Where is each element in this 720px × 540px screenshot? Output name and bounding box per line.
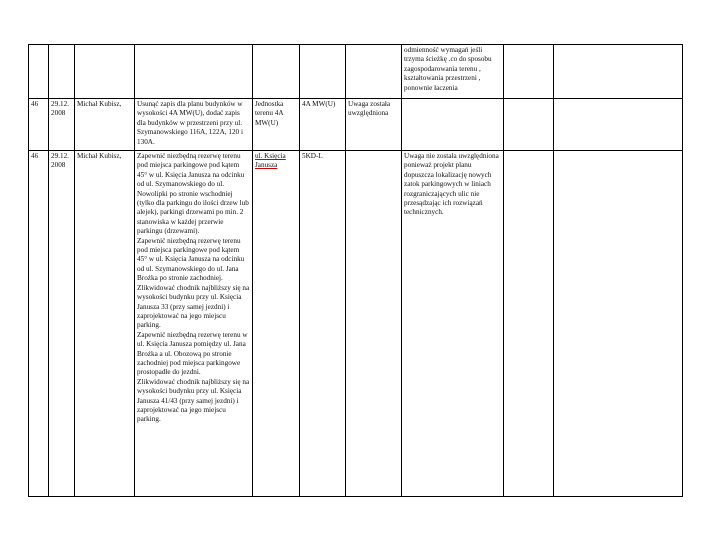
comments-table bbox=[28, 44, 683, 497]
cell-res bbox=[504, 45, 554, 99]
cell-note bbox=[402, 99, 504, 151]
cell-text bbox=[135, 45, 253, 99]
cell-ext bbox=[554, 45, 683, 99]
paragraph: Zlikwidować chodnik najbliższy się na wysokości budynku przy ul. Księcia Janusza 41/43 (przy samej jezdni) i zaprojektować na jego miejscu parking. bbox=[137, 377, 250, 424]
cell-note: Uwaga nie została uwzględniona ponieważ projekt planu dopuszcza lokalizację nowych zatok parkingowych w liniach rozgraniczających ulic nie przesądzając ich rozwiązań technicznych. bbox=[402, 151, 504, 497]
cell-note: odmienność wymagań jeśli trzyma ścieżkę .co do sposobu zagospodarowania terenu , kształtowania przestrzeni , ponownie łaczenia bbox=[402, 45, 504, 99]
cell-plot bbox=[253, 45, 300, 99]
cell-use: 4A MW(U) bbox=[300, 99, 346, 151]
cell-name: Michał Kubisz, bbox=[75, 151, 135, 497]
cell-decision bbox=[346, 45, 402, 99]
paragraph: Zapewnić niezbędną rezerwę terenu pod miejsca parkingowe pod kątem 45° w ul. Księcia Janusza na odcinku od ul. Szymanowskiego do ul. Nowolipki po stronie wschodniej (tylko dla parkingu do ilości drzew lub alejek), parkingi drzewami po min. 2 stanowiska w każdej przerwie parkingu (drzewami). bbox=[137, 152, 249, 236]
paragraph: Zapewnić niezbędną rezerwę terenu pod miejsca parkingowe pod kątem 45° w ul. Księcia Janusza na odcinku od ul. Szymanowskiego do ul. Jana Brożka po stronie zachodniej. bbox=[137, 236, 245, 283]
paragraph: Zlikwidować chodnik najbliższy się na wysokości budynku przy ul. Księcia Janusza 33 (przy samej jezdni) i zaprojektować na jego miejscu parking. bbox=[137, 283, 250, 330]
cell-lp bbox=[29, 45, 49, 99]
cell-decision bbox=[346, 151, 402, 497]
street-label: ul. Księcia Janusza bbox=[255, 152, 286, 170]
table-row bbox=[29, 99, 683, 151]
cell-res bbox=[504, 151, 554, 497]
cell-text bbox=[135, 151, 253, 497]
cell-lp: 46 bbox=[29, 99, 49, 151]
cell-use bbox=[300, 45, 346, 99]
table-row bbox=[29, 151, 683, 497]
cell-date bbox=[49, 45, 75, 99]
cell-ext bbox=[554, 151, 683, 497]
cell-ext bbox=[554, 99, 683, 151]
table-row-continuation bbox=[29, 45, 683, 99]
cell-use: 5KD-L bbox=[300, 151, 346, 497]
cell-res bbox=[504, 99, 554, 151]
cell-lp: 46 bbox=[29, 151, 49, 497]
cell-plot: Jednostka terenu 4A MW(U) bbox=[253, 99, 300, 151]
cell-text: Usunąć zapis dla planu budynków w wysokości 4A MW(U), dodać zapis dla budynków w przestrzeni przy ul. Szymanowskiego 116A, 122A, 120 i 130A. bbox=[135, 99, 253, 151]
cell-name: Michał Kubisz, bbox=[75, 99, 135, 151]
cell-date: 29.12. 2008 bbox=[49, 151, 75, 497]
cell-date: 29.12. 2008 bbox=[49, 99, 75, 151]
cell-decision: Uwaga została uwzględniona bbox=[346, 99, 402, 151]
paragraph: Zapewnić niezbędną rezerwę terenu w ul. Księcia Janusza pomiędzy ul. Jana Brożka a ul. Obozową po stronie zachodniej pod miejsca parkingowe prostopadłe do jezdni. bbox=[137, 330, 248, 377]
cell-name bbox=[75, 45, 135, 99]
cell-plot bbox=[253, 151, 300, 497]
